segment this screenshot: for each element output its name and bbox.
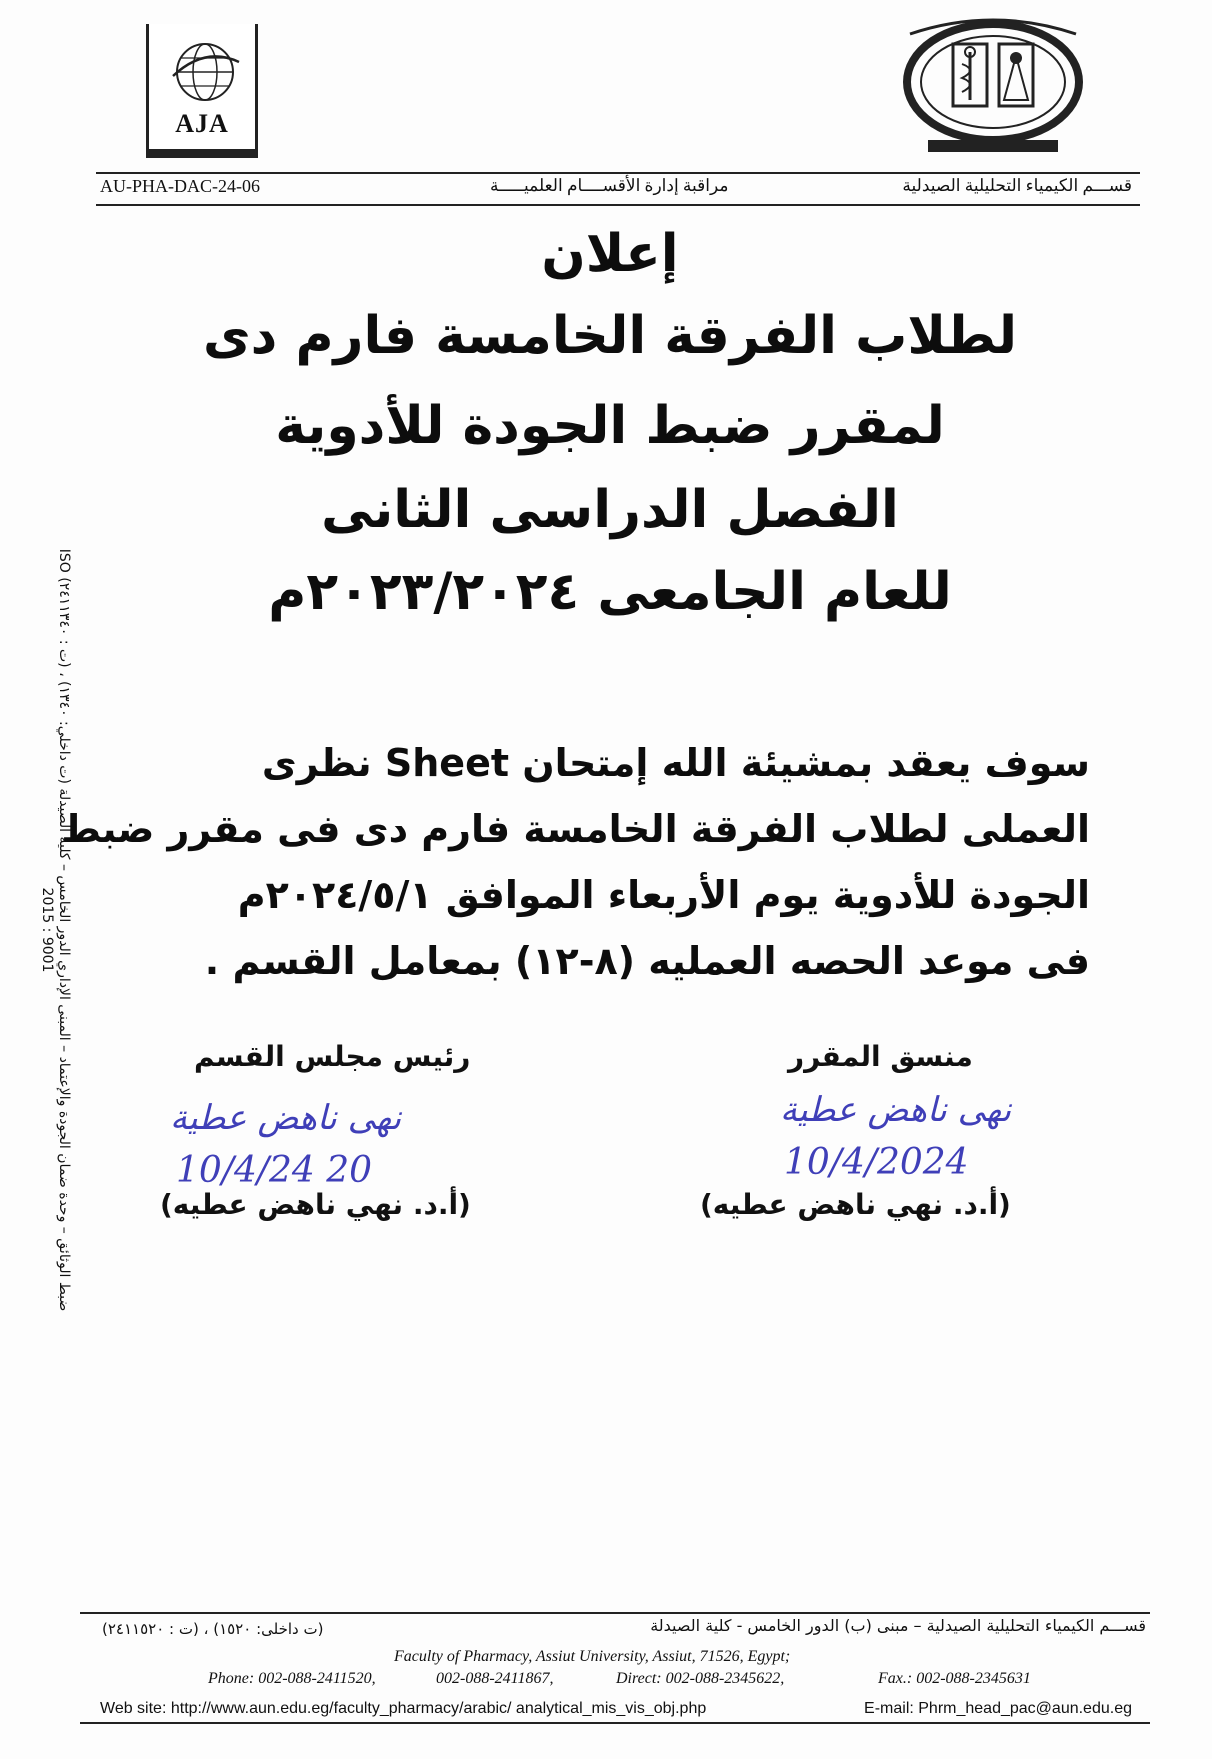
globe-icon (165, 36, 245, 106)
header-department-control: مراقبة إدارة الأقســــام العلميـــــة (490, 176, 729, 195)
footer-fax: Fax.: 002-088-2345631 (878, 1670, 1031, 1687)
body-line: الجودة للأدوية يوم الأربعاء الموافق ٢٠٢٤/٥/١م (237, 873, 1090, 917)
handwritten-signature: نهى ناهض عطية (170, 1098, 402, 1138)
signature-title-course-coordinator: منسق المقرر (788, 1040, 973, 1073)
handwritten-date: 10/4/2024 (784, 1142, 969, 1183)
footer-direct-phone: Direct: 002-088-2345622, (616, 1670, 785, 1687)
document-code: AU-PHA-DAC-24-06 (100, 176, 260, 196)
handwritten-signature: نهى ناهض عطية (780, 1090, 1012, 1130)
footer-phone-2: 002-088-2411867, (436, 1670, 554, 1687)
footer-phone: Phone: 002-088-2411520, (208, 1670, 376, 1687)
header-department-name: قســـم الكيمياء التحليلية الصيدلية (902, 176, 1132, 195)
footer-department-address: قســـم الكيمياء التحليلية الصيدلية – مبنى (ب) الدور الخامس - كلية الصيدلة (650, 1616, 1146, 1635)
side-text-iso: 9001 : 2015 (39, 887, 55, 973)
body-line: العملى لطلاب الفرقة الخامسة فارم دى فى مقرر ضبط (61, 807, 1090, 851)
body-line: سوف يعقد بمشيئة الله إمتحان Sheet نظرى (261, 741, 1090, 785)
footer-extensions: (ت داخلى: ١٥٢٠) ، (ت : ٢٤١١٥٢٠) (102, 1620, 324, 1638)
header-rule-top (96, 172, 1140, 174)
aja-logo (146, 24, 258, 158)
aja-logo-text: AJA (175, 109, 229, 138)
handwritten-date: 10/4/24 20 (176, 1150, 373, 1191)
header-rule-bottom (96, 204, 1140, 206)
university-logo (898, 14, 1088, 168)
footer-email-link[interactable]: E-mail: Phrm_head_pac@aun.edu.eg (864, 1700, 1132, 1717)
title-line-students: لطلاب الفرقة الخامسة فارم دى (203, 306, 1017, 366)
signatory-name: (أ.د. نهي ناهض عطيه) (160, 1188, 471, 1221)
footer-faculty-address: Faculty of Pharmacy, Assiut University, Assiut, 71526, Egypt; (394, 1648, 791, 1665)
announcement-body (61, 730, 1090, 994)
announcement-heading: إعلان (541, 224, 679, 284)
footer-website-link[interactable]: Web site: http://www.aun.edu.eg/faculty_pharmacy/arabic/ analytical_mis_vis_obj.php (100, 1700, 707, 1717)
signature-title-department-head: رئيس مجلس القسم (194, 1040, 471, 1073)
footer-rule-top (80, 1612, 1150, 1614)
footer-rule-bottom (80, 1722, 1150, 1724)
document-control-sidebar (39, 500, 76, 1360)
title-line-semester: الفصل الدراسى الثانى (321, 480, 899, 540)
side-text-line: ضبط الوثائق – وحدة ضمان الجودة والإعتماد – المبنى الإداري الدور الخامس – كلية الصيدلة (ت داخلي: ١٣٤٠) ، (ت : ٢٤١١٣٤٠) ISO (56, 548, 72, 1312)
title-line-course: لمقرر ضبط الجودة للأدوية (275, 396, 945, 456)
signatory-name: (أ.د. نهي ناهض عطيه) (700, 1188, 1011, 1221)
body-line: فى موعد الحصه العمليه (٨-١٢) بمعامل القسم . (204, 939, 1090, 983)
title-line-year: للعام الجامعى ٢٠٢٣/٢٠٢٤م (268, 562, 952, 622)
